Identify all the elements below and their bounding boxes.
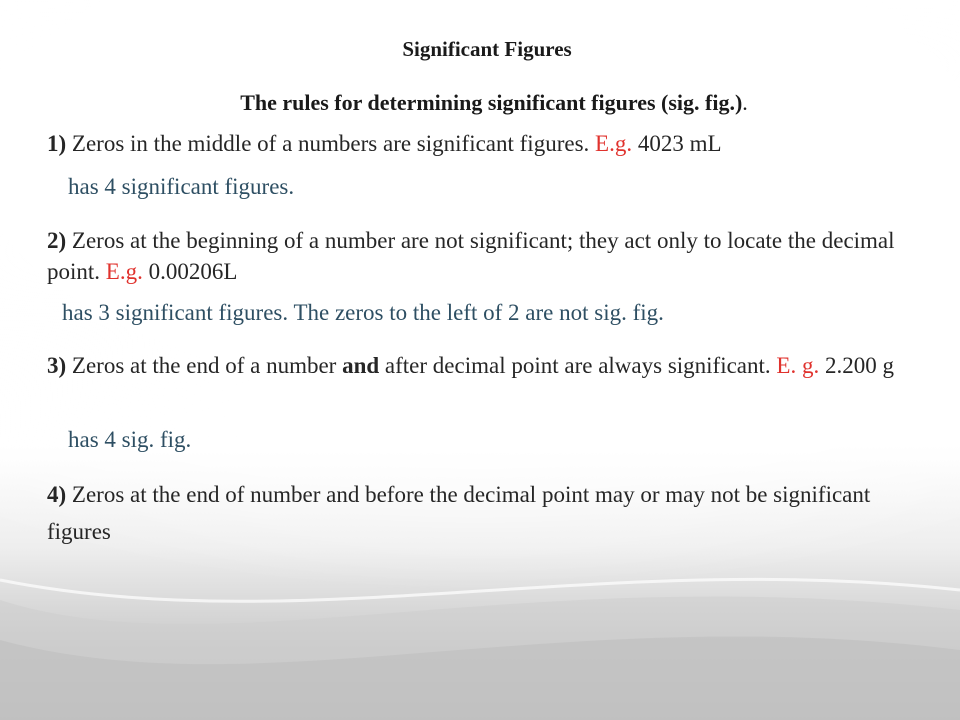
rule-text: Zeros at the end of a number (66, 353, 343, 378)
example-value: 4023 mL (632, 131, 722, 156)
example-label: E.g. (105, 259, 143, 284)
rule-3-note: has 4 sig. fig. (68, 427, 192, 452)
rule-4 (47, 476, 927, 550)
rule-1-note: has 4 significant figures. (68, 174, 295, 199)
rule-text-continued: after decimal point are always significant. (379, 353, 777, 378)
slide-title: Significant Figures (402, 37, 572, 61)
example-value: 0.00206L (142, 259, 238, 284)
rule-number: 2) (47, 228, 67, 253)
subtitle-text: The rules for determining significant figures (sig. fig.) (240, 90, 743, 115)
example-label: E. g. (776, 353, 820, 378)
rule-2-note: has 3 significant figures. The zeros to the left of 2 are not sig. fig. (62, 300, 664, 325)
rule-2 (47, 225, 927, 287)
example-label: E.g. (595, 131, 633, 156)
rule-1 (47, 128, 927, 159)
subtitle-period: . (742, 90, 748, 115)
rule-number: 1) (47, 131, 67, 156)
example-value: 2.200 g (819, 353, 894, 378)
slide-subtitle (0, 90, 960, 116)
rule-emphasis: and (342, 353, 380, 378)
rule-3 (47, 350, 927, 381)
rule-text: Zeros in the middle of a numbers are significant figures. (66, 131, 596, 156)
rule-text: Zeros at the end of number and before the decimal point may or may not be significant figures (47, 482, 871, 544)
rule-text: Zeros at the beginning of a number are not significant; they act only to locate the decimal point. (47, 228, 895, 284)
rule-number: 3) (47, 353, 67, 378)
rule-number: 4) (47, 482, 67, 507)
